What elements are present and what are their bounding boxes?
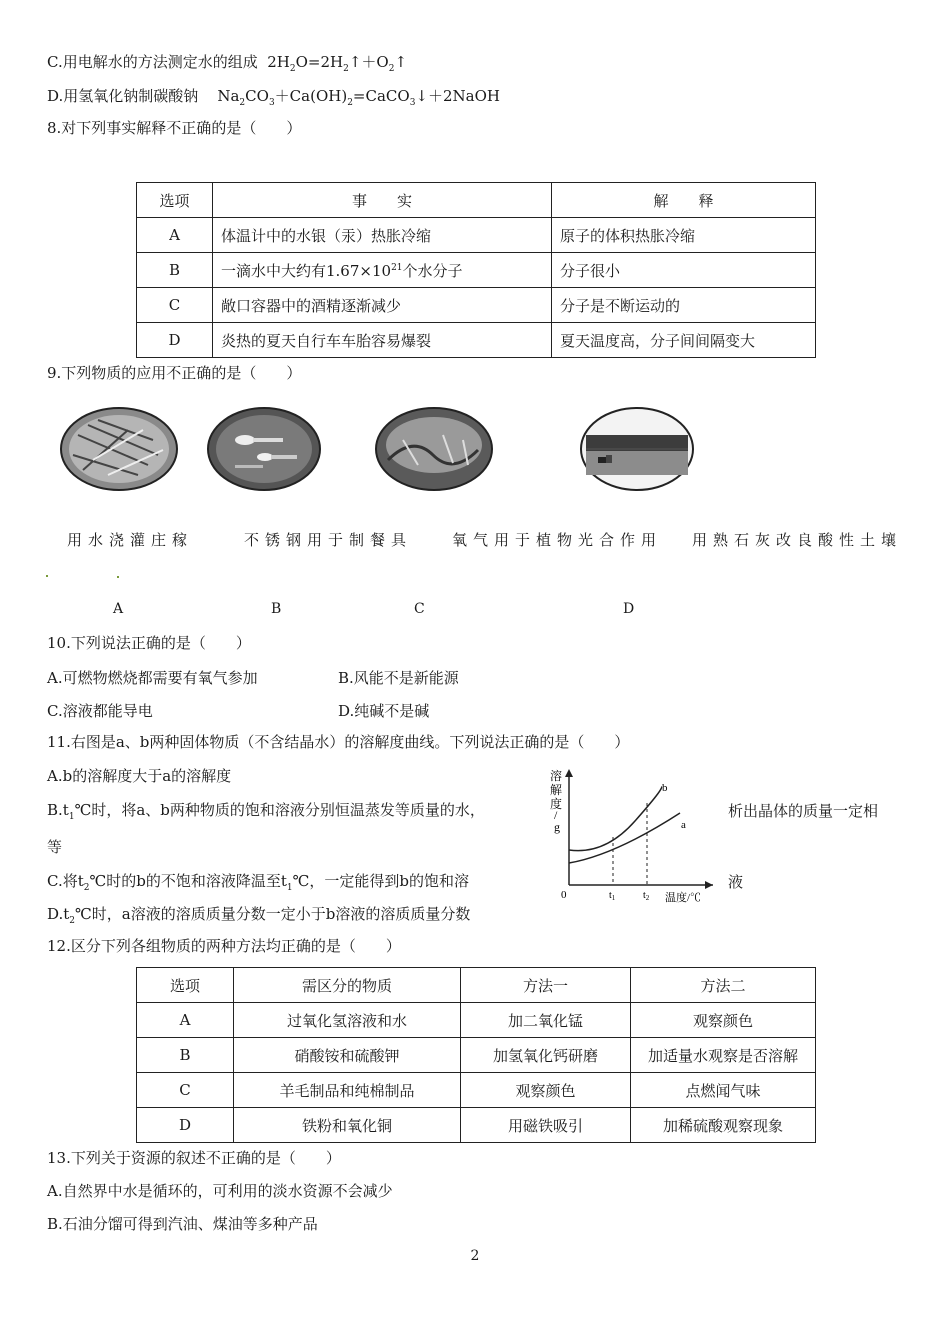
stray-mark — [117, 576, 119, 578]
q10-option-a: A.可燃物燃烧都需要有氧气参加 — [47, 669, 258, 687]
photosynthesis-photo — [373, 405, 495, 493]
q12-row-option: D — [137, 1108, 234, 1143]
q12-row-method-2: 点燃闻气味 — [631, 1073, 816, 1108]
q8-row-explanation: 分子很小 — [552, 253, 816, 288]
y-axis-label-1: 溶 — [550, 769, 563, 783]
q12-stem: 12.区分下列各组物质的两种方法均正确的是（ ） — [47, 937, 401, 955]
q8-header-option: 选项 — [137, 183, 213, 218]
q11-option-a: A.b的溶解度大于a的溶解度 — [47, 767, 232, 785]
page-number: 2 — [470, 1248, 480, 1264]
q8-row-fact: 敞口容器中的酒精逐渐减少 — [213, 288, 552, 323]
q12-header-method-2: 方法二 — [631, 968, 816, 1003]
q12-table-header — [137, 968, 816, 1003]
q12-row-method-1: 用磁铁吸引 — [461, 1108, 631, 1143]
q13-stem: 13.下列关于资源的叙述不正确的是（ ） — [47, 1149, 341, 1167]
q7-option-d-equation: $Na_2CO_3+Ca(OH)_2=CaCO_3↓+2NaOH$ — [217, 87, 500, 108]
q8-row-option: A — [137, 218, 213, 253]
q13-option-b: B.石油分馏可得到汽油、煤油等多种产品 — [47, 1215, 318, 1233]
q12-table — [136, 967, 816, 1143]
q12-row-substances: 羊毛制品和纯棉制品 — [234, 1073, 461, 1108]
q10-stem: 10.下列说法正确的是（ ） — [47, 634, 251, 652]
table-row — [137, 1108, 816, 1143]
table-row — [137, 1073, 816, 1108]
q12-header-method-1: 方法一 — [461, 968, 631, 1003]
q9-letter-c: C — [414, 601, 425, 617]
q12-row-method-1: 加二氧化锰 — [461, 1003, 631, 1038]
q10-option-b: B.风能不是新能源 — [338, 669, 459, 687]
q9-caption-d: 用熟石灰改良酸性土壤 — [692, 531, 903, 549]
q13-option-a: A.自然界中水是循环的，可利用的淡水资源不会减少 — [47, 1182, 393, 1200]
curve-b-label: b — [662, 782, 668, 794]
q12-row-method-1: 观察颜色 — [461, 1073, 631, 1108]
q9-caption-a: 用水浇灌庄稼 — [67, 531, 194, 549]
q8-row-fact: 体温计中的水银（汞）热胀冷缩 — [213, 218, 552, 253]
q10-option-d: D.纯碱不是碱 — [338, 702, 430, 720]
q11-option-b-wrap: 等 — [47, 838, 63, 856]
q9-letter-d: D — [623, 601, 635, 617]
q12-row-method-2: 加适量水观察是否溶解 — [631, 1038, 816, 1073]
origin-label: 0 — [561, 889, 567, 901]
table-row — [137, 1038, 816, 1073]
q12-header-substances: 需区分的物质 — [234, 968, 461, 1003]
t2-label: $t_2$ — [643, 890, 650, 902]
y-axis-label-2: 解 — [550, 783, 563, 797]
q12-row-substances: 铁粉和氧化铜 — [234, 1108, 461, 1143]
q8-row-option: C — [137, 288, 213, 323]
q11-option-c-continued: 液 — [728, 873, 744, 891]
q8-stem: 8.对下列事实解释不正确的是（ ） — [47, 119, 302, 137]
q7-option-c: C.用电解水的方法测定水的组成 $2H_2O=2H_2↑+O_2↑$ — [47, 53, 408, 74]
table-row — [137, 288, 816, 323]
curve-a — [569, 813, 680, 863]
q8-table — [136, 182, 816, 358]
q12-row-option: B — [137, 1038, 234, 1073]
table-row — [137, 323, 816, 358]
x-axis-label: 温度/℃ — [665, 892, 702, 904]
q8-row-option: D — [137, 323, 213, 358]
q9-stem: 9.下列物质的应用不正确的是（ ） — [47, 364, 302, 382]
q9-caption-c: 氧气用于植物光合作用 — [452, 531, 663, 549]
x-axis-arrow — [705, 881, 713, 889]
table-row — [137, 253, 816, 288]
q10-option-c: C.溶液都能导电 — [47, 702, 153, 720]
q8-header-explanation: 解 释 — [552, 183, 816, 218]
q12-row-method-2: 加稀硫酸观察现象 — [631, 1108, 816, 1143]
q12-header-option: 选项 — [137, 968, 234, 1003]
watering-crops-photo — [58, 405, 180, 493]
q12-row-option: C — [137, 1073, 234, 1108]
q9-letter-a: A — [113, 601, 124, 617]
y-axis-label-5: g — [554, 820, 560, 834]
q12-row-method-1: 加氢氧化钙研磨 — [461, 1038, 631, 1073]
q12-row-substances: 硝酸铵和硫酸钾 — [234, 1038, 461, 1073]
q12-row-substances: 过氧化氢溶液和水 — [234, 1003, 461, 1038]
q11-option-b: $B.t_1℃$时，将a、b两种物质的饱和溶液分别恒温蒸发等质量的水， — [47, 801, 485, 822]
q9-caption-b: 不锈钢用于制餐具 — [244, 531, 413, 549]
t1-label: $t_1$ — [609, 890, 616, 902]
y-axis-label-3: 度 — [550, 797, 563, 811]
q8-table-header — [137, 183, 816, 218]
q8-row-option: B — [137, 253, 213, 288]
q11-option-b-continued: 析出晶体的质量一定相 — [728, 802, 879, 820]
solubility-curve-graph — [545, 765, 720, 905]
q11-option-c: C.将$t_2℃$时的b的不饱和溶液降温至$t_1℃$，一定能得到b的饱和溶 — [47, 872, 470, 893]
stray-mark — [46, 575, 48, 577]
q8-row-explanation: 分子是不断运动的 — [552, 288, 816, 323]
q8-row-fact: 炎热的夏天自行车车胎容易爆裂 — [213, 323, 552, 358]
curve-a-label: a — [681, 819, 686, 831]
q7-option-c-equation: $2H_2O=2H_2↑+O_2↑$ — [267, 53, 408, 74]
y-axis-arrow — [565, 769, 573, 777]
q8-row-explanation: 原子的体积热胀冷缩 — [552, 218, 816, 253]
q12-row-method-2: 观察颜色 — [631, 1003, 816, 1038]
curve-b — [569, 787, 661, 851]
q8-header-fact: 事 实 — [213, 183, 552, 218]
y-axis-label-4: / — [554, 808, 558, 822]
q9-letter-b: B — [271, 601, 282, 617]
q8-row-fact: 一滴水中大约有$1.67\times 10^{21}$个水分子 — [213, 253, 552, 288]
q11-stem: 11.右图是a、b两种固体物质（不含结晶水）的溶解度曲线。下列说法正确的是（ ） — [47, 733, 630, 751]
stainless-steel-tableware-photo — [205, 405, 323, 493]
table-row — [137, 218, 816, 253]
farmland-lime-photo — [578, 405, 696, 493]
q7-option-d: D.用氢氧化钠制碳酸钠 $Na_2CO_3+Ca(OH)_2=CaCO_3↓+2NaOH$ — [47, 87, 500, 108]
q12-row-option: A — [137, 1003, 234, 1038]
table-row — [137, 1003, 816, 1038]
q11-option-d: $D.t_2℃$时，a溶液的溶质质量分数一定小于b溶液的溶质质量分数 — [47, 905, 471, 926]
q8-row-explanation: 夏天温度高，分子间间隔变大 — [552, 323, 816, 358]
